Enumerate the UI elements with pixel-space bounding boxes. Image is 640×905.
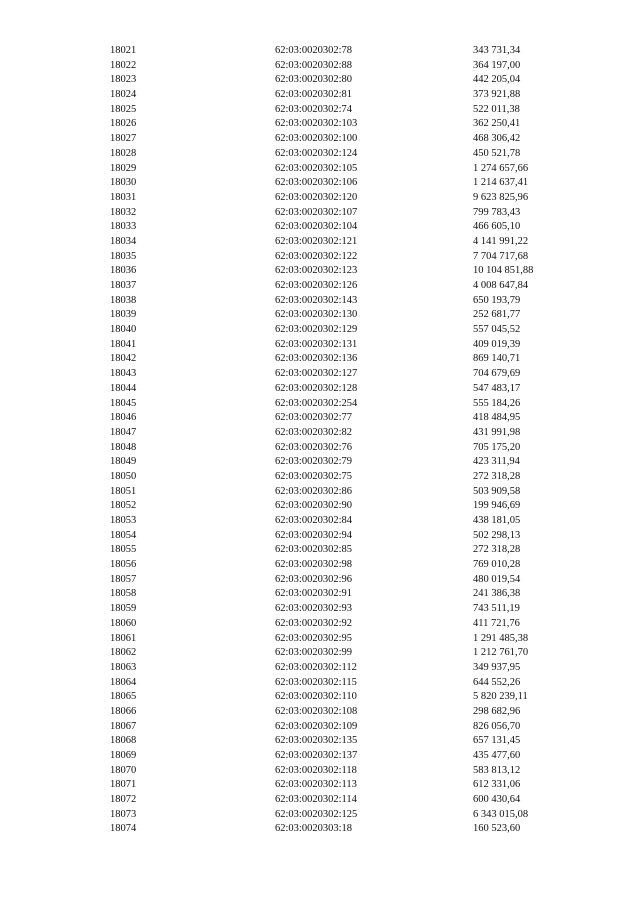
row-number: 18034	[110, 235, 137, 247]
table-row	[0, 441, 640, 456]
table-row	[0, 323, 640, 338]
table-row	[0, 778, 640, 793]
row-number: 18028	[110, 147, 137, 159]
table-row	[0, 646, 640, 661]
row-number: 18021	[110, 45, 137, 56]
cadastral-value: 5 820 239,11	[473, 691, 528, 703]
cadastral-value: 411 721,76	[473, 617, 520, 629]
cadastral-value: 705 175,20	[473, 441, 521, 453]
cadastral-value: 468 306,42	[473, 133, 521, 145]
cadastral-number: 62:03:0020302:85	[275, 544, 353, 556]
cadastral-number: 62:03:0020302:90	[275, 500, 353, 512]
cadastral-value: 600 430,64	[473, 794, 521, 806]
cadastral-value: 704 679,69	[473, 368, 521, 380]
table-row	[0, 397, 640, 412]
row-number: 18052	[110, 500, 137, 512]
table-row	[0, 59, 640, 74]
table-row	[0, 455, 640, 470]
row-number: 18068	[110, 735, 137, 747]
cadastral-value: 418 484,95	[473, 412, 521, 424]
row-number: 18025	[110, 103, 137, 115]
cadastral-value: 547 483,17	[473, 382, 521, 394]
row-number: 18022	[110, 59, 137, 71]
row-number: 18070	[110, 764, 137, 776]
table-row	[0, 690, 640, 705]
cadastral-value: 799 783,43	[473, 206, 521, 218]
table-row	[0, 793, 640, 808]
table-row	[0, 206, 640, 221]
cadastral-value: 272 318,28	[473, 544, 521, 556]
row-number: 18065	[110, 691, 137, 703]
row-number: 18030	[110, 177, 137, 189]
row-number: 18062	[110, 647, 137, 659]
cadastral-number: 62:03:0020302:130	[275, 309, 358, 321]
cadastral-value: 373 921,88	[473, 89, 521, 101]
cadastral-number: 62:03:0020302:109	[275, 720, 358, 732]
cadastral-value: 657 131,45	[473, 735, 521, 747]
cadastral-value: 1 214 637,41	[473, 177, 529, 189]
cadastral-number: 62:03:0020302:125	[275, 808, 358, 820]
cadastral-value: 6 343 015,08	[473, 808, 529, 820]
table-row	[0, 162, 640, 177]
cadastral-number: 62:03:0020302:254	[275, 397, 358, 409]
cadastral-number: 62:03:0020302:143	[275, 294, 358, 306]
cadastral-value: 480 019,54	[473, 573, 521, 585]
row-number: 18066	[110, 705, 137, 717]
row-number: 18055	[110, 544, 137, 556]
table-row	[0, 117, 640, 132]
table-row	[0, 308, 640, 323]
row-number: 18042	[110, 353, 137, 365]
row-number: 18037	[110, 280, 137, 291]
cadastral-number: 62:03:0020302:135	[275, 735, 358, 747]
cadastral-number: 62:03:0020302:75	[275, 470, 353, 482]
cadastral-number: 62:03:0020302:115	[275, 676, 357, 688]
row-number: 18032	[110, 206, 137, 218]
cadastral-number: 62:03:0020303:18	[275, 823, 353, 835]
cadastral-value: 349 937,95	[473, 661, 521, 673]
table-row	[0, 514, 640, 529]
table-row	[0, 705, 640, 720]
table-row	[0, 543, 640, 558]
cadastral-number: 62:03:0020302:93	[275, 603, 353, 615]
row-number: 18061	[110, 632, 137, 644]
table-row	[0, 294, 640, 309]
row-number: 18029	[110, 162, 137, 174]
table-row	[0, 822, 640, 837]
row-number: 18058	[110, 588, 137, 600]
row-number: 18035	[110, 250, 137, 262]
cadastral-value: 362 250,41	[473, 118, 521, 130]
cadastral-value: 555 184,26	[473, 397, 521, 409]
cadastral-number: 62:03:0020302:124	[275, 147, 358, 159]
table-row	[0, 103, 640, 118]
table-row	[0, 470, 640, 485]
row-number: 18057	[110, 573, 137, 585]
cadastral-value-list	[0, 44, 640, 837]
cadastral-value: 503 909,58	[473, 485, 521, 497]
cadastral-value: 431 991,98	[473, 426, 521, 438]
table-row	[0, 73, 640, 88]
cadastral-number: 62:03:0020302:99	[275, 647, 353, 659]
cadastral-number: 62:03:0020302:123	[275, 265, 358, 277]
cadastral-value: 252 681,77	[473, 309, 521, 321]
cadastral-value: 450 521,78	[473, 147, 521, 159]
row-number: 18043	[110, 368, 137, 380]
table-row	[0, 676, 640, 691]
cadastral-number: 62:03:0020302:127	[275, 368, 358, 380]
cadastral-number: 62:03:0020302:118	[275, 764, 357, 776]
cadastral-value: 438 181,05	[473, 515, 521, 526]
cadastral-value: 4 141 991,22	[473, 235, 529, 247]
row-number: 18067	[110, 720, 137, 732]
cadastral-value: 1 274 657,66	[473, 162, 529, 174]
cadastral-value: 364 197,00	[473, 59, 521, 71]
row-number: 18039	[110, 309, 137, 321]
row-number: 18049	[110, 456, 137, 468]
table-row	[0, 661, 640, 676]
table-row	[0, 250, 640, 265]
cadastral-number: 62:03:0020302:136	[275, 353, 358, 365]
cadastral-number: 62:03:0020302:98	[275, 559, 353, 571]
cadastral-value: 272 318,28	[473, 470, 521, 482]
table-row	[0, 411, 640, 426]
table-row	[0, 44, 640, 59]
cadastral-number: 62:03:0020302:103	[275, 118, 358, 130]
row-number: 18071	[110, 779, 137, 791]
cadastral-number: 62:03:0020302:128	[275, 382, 358, 394]
table-row	[0, 176, 640, 191]
cadastral-number: 62:03:0020302:108	[275, 705, 358, 717]
cadastral-number: 62:03:0020302:107	[275, 206, 358, 218]
row-number: 18031	[110, 191, 137, 203]
cadastral-number: 62:03:0020302:88	[275, 59, 353, 71]
cadastral-number: 62:03:0020302:92	[275, 617, 353, 629]
row-number: 18059	[110, 603, 137, 615]
cadastral-number: 62:03:0020302:74	[275, 103, 353, 115]
cadastral-number: 62:03:0020302:121	[275, 235, 358, 247]
cadastral-number: 62:03:0020302:104	[275, 221, 358, 233]
table-row	[0, 352, 640, 367]
table-row	[0, 382, 640, 397]
cadastral-number: 62:03:0020302:79	[275, 456, 353, 468]
cadastral-value: 583 813,12	[473, 764, 521, 776]
row-number: 18064	[110, 676, 137, 688]
table-row	[0, 279, 640, 294]
cadastral-value: 9 623 825,96	[473, 191, 529, 203]
table-row	[0, 749, 640, 764]
table-row	[0, 720, 640, 735]
table-row	[0, 602, 640, 617]
table-row	[0, 191, 640, 206]
cadastral-number: 62:03:0020302:91	[275, 588, 353, 600]
cadastral-number: 62:03:0020302:106	[275, 177, 358, 189]
cadastral-value: 343 731,34	[473, 45, 521, 56]
cadastral-value: 1 291 485,38	[473, 632, 529, 644]
table-row	[0, 367, 640, 382]
cadastral-value: 502 298,13	[473, 529, 521, 541]
cadastral-number: 62:03:0020302:82	[275, 426, 353, 438]
cadastral-number: 62:03:0020302:112	[275, 661, 357, 673]
cadastral-number: 62:03:0020302:96	[275, 573, 353, 585]
cadastral-value: 522 011,38	[473, 103, 520, 115]
cadastral-value: 423 311,94	[473, 456, 520, 468]
table-row	[0, 220, 640, 235]
cadastral-value: 10 104 851,88	[473, 265, 534, 277]
cadastral-number: 62:03:0020302:81	[275, 89, 353, 101]
row-number: 18053	[110, 515, 137, 526]
table-row	[0, 632, 640, 647]
cadastral-value: 826 056,70	[473, 720, 521, 732]
table-row	[0, 617, 640, 632]
cadastral-number: 62:03:0020302:95	[275, 632, 353, 644]
row-number: 18069	[110, 750, 137, 761]
row-number: 18060	[110, 617, 137, 629]
row-number: 18044	[110, 382, 137, 394]
table-row	[0, 734, 640, 749]
table-row	[0, 147, 640, 162]
row-number: 18056	[110, 559, 137, 571]
cadastral-value: 869 140,71	[473, 353, 521, 365]
cadastral-value: 199 946,69	[473, 500, 521, 512]
row-number: 18046	[110, 412, 137, 424]
cadastral-number: 62:03:0020302:77	[275, 412, 353, 424]
cadastral-value: 1 212 761,70	[473, 647, 529, 659]
row-number: 18040	[110, 324, 137, 336]
table-row	[0, 338, 640, 353]
row-number: 18072	[110, 794, 137, 806]
row-number: 18051	[110, 485, 137, 497]
row-number: 18027	[110, 133, 137, 145]
row-number: 18024	[110, 89, 137, 101]
cadastral-value: 409 019,39	[473, 338, 521, 350]
cadastral-number: 62:03:0020302:137	[275, 750, 358, 761]
cadastral-number: 62:03:0020302:100	[275, 133, 358, 145]
cadastral-number: 62:03:0020302:126	[275, 280, 358, 291]
row-number: 18023	[110, 74, 137, 86]
table-row	[0, 529, 640, 544]
cadastral-value: 557 045,52	[473, 324, 521, 336]
row-number: 18054	[110, 529, 137, 541]
table-row	[0, 264, 640, 279]
row-number: 18041	[110, 338, 137, 350]
cadastral-value: 612 331,06	[473, 779, 521, 791]
table-row	[0, 88, 640, 103]
cadastral-value: 466 605,10	[473, 221, 521, 233]
cadastral-value: 7 704 717,68	[473, 250, 529, 262]
cadastral-number: 62:03:0020302:84	[275, 515, 353, 526]
row-number: 18045	[110, 397, 137, 409]
cadastral-value: 743 511,19	[473, 603, 520, 615]
cadastral-value: 644 552,26	[473, 676, 521, 688]
table-row	[0, 558, 640, 573]
cadastral-value: 769 010,28	[473, 559, 521, 571]
row-number: 18063	[110, 661, 137, 673]
table-row	[0, 426, 640, 441]
table-row	[0, 808, 640, 823]
row-number: 18026	[110, 118, 137, 130]
cadastral-number: 62:03:0020302:105	[275, 162, 358, 174]
cadastral-number: 62:03:0020302:78	[275, 45, 353, 56]
cadastral-value: 298 682,96	[473, 705, 521, 717]
row-number: 18050	[110, 470, 137, 482]
cadastral-value: 4 008 647,84	[473, 280, 529, 291]
cadastral-number: 62:03:0020302:114	[275, 794, 357, 806]
cadastral-value: 650 193,79	[473, 294, 521, 306]
cadastral-value: 241 386,38	[473, 588, 521, 600]
table-row	[0, 499, 640, 514]
row-number: 18033	[110, 221, 137, 233]
cadastral-number: 62:03:0020302:76	[275, 441, 353, 453]
cadastral-number: 62:03:0020302:131	[275, 338, 358, 350]
row-number: 18047	[110, 426, 137, 438]
row-number: 18038	[110, 294, 137, 306]
table-row	[0, 573, 640, 588]
cadastral-value: 160 523,60	[473, 823, 521, 835]
table-row	[0, 587, 640, 602]
row-number: 18074	[110, 823, 137, 835]
table-row	[0, 485, 640, 500]
cadastral-number: 62:03:0020302:129	[275, 324, 358, 336]
cadastral-number: 62:03:0020302:94	[275, 529, 353, 541]
row-number: 18073	[110, 808, 137, 820]
table-row	[0, 132, 640, 147]
cadastral-value: 435 477,60	[473, 750, 521, 761]
cadastral-value: 442 205,04	[473, 74, 521, 86]
table-row	[0, 764, 640, 779]
cadastral-number: 62:03:0020302:80	[275, 74, 353, 86]
table-row	[0, 235, 640, 250]
cadastral-number: 62:03:0020302:113	[275, 779, 357, 791]
cadastral-number: 62:03:0020302:120	[275, 191, 358, 203]
cadastral-number: 62:03:0020302:122	[275, 250, 358, 262]
row-number: 18048	[110, 441, 137, 453]
cadastral-number: 62:03:0020302:110	[275, 691, 357, 703]
row-number: 18036	[110, 265, 137, 277]
cadastral-number: 62:03:0020302:86	[275, 485, 353, 497]
